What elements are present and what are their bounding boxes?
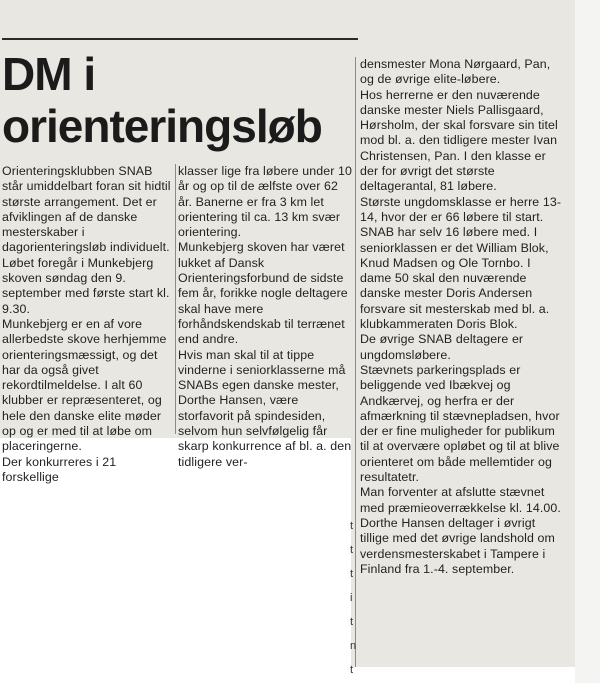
paragraph: De øvrige SNAB deltagere er ungdomsløbere. bbox=[360, 332, 524, 362]
margin-mark: t bbox=[350, 544, 354, 556]
margin-mark: i bbox=[350, 592, 353, 604]
margin-mark: t bbox=[350, 568, 354, 580]
paragraph: Hvis man skal til at tippe vinderne i seniorklasserne må SNABs egen danske mester, Dorthe Hansen, være storfavorit på spindesiden, selvom hun selvfølgelig får skarp konkurrence af bl. a. den tidligere ver- bbox=[178, 347, 352, 469]
paragraph: Største ungdomsklasse er herre 13-14, hvor der er 66 løbere til start. bbox=[360, 194, 562, 224]
paragraph: Orienteringsklubben SNAB står umiddelbart foran sit hidtil største arrangement. Det er afviklingen af de danske mesterskaber i dagorienteringsløb individuelt. bbox=[2, 164, 171, 255]
paragraph: Stævnets parkeringsplads er beliggende ved Ibækvej og Andkærvej, og herfra er der afmærkning til stævnepladsen, hvor der er fine muligheder for publikum til at overvære opløbet og til at blive orienteret om både mellemtider og resultatetr. bbox=[360, 362, 560, 485]
article-title bbox=[2, 48, 356, 152]
article-title-line-2: orienteringsløb bbox=[2, 100, 322, 152]
paragraph: Munkebjerg skoven har været lukket af Dansk Orienteringsforbund de sidste fem år, forikke nogle deltagere skal have mere forhåndskendskab til terrænet end andre. bbox=[178, 240, 348, 347]
column-rule-1 bbox=[175, 164, 176, 434]
paragraph: Man forventer at afslutte stævnet med præmieoverrækkelse kl. 14.00. bbox=[360, 485, 561, 515]
paragraph: Der konkurreres i 21 forskellige bbox=[2, 454, 117, 484]
paragraph: Dorthe Hansen deltager i øvrigt tillige med det øvrige landshold om verdensmesterskabet i Tampere i Finland fra 1.-4. september. bbox=[360, 515, 555, 576]
paragraph: SNAB har selv 16 løbere med. I seniorklassen er det William Blok, Knud Madsen og Ole Tornbo. I dame 50 skal den nuværende danske mester Doris Andersen forsvare sit mesterskab med bl. a. klubkammeraten Doris Blok. bbox=[360, 225, 550, 332]
paragraph: Munkebjerg er en af vore allerbedste skove herhjemme orienteringsmæssigt, og det har da også givet rekordtilmeldelse. I alt 60 klubber er repræsenteret, og hele den danske elite møder op og er med til at løbe om placeringerne. bbox=[2, 316, 167, 454]
margin-mark: t bbox=[350, 664, 354, 676]
column-rule-2 bbox=[355, 57, 356, 667]
article-column-2 bbox=[178, 164, 352, 470]
margin-mark: t bbox=[350, 616, 354, 628]
article-title-line-1: DM i bbox=[2, 48, 96, 100]
paragraph: densmester Mona Nørgaard, Pan, og de øvrige elite-løbere. bbox=[360, 57, 551, 87]
article-column-1 bbox=[2, 164, 172, 485]
margin-mark: n bbox=[350, 640, 357, 652]
paragraph: Hos herrerne er den nuværende danske mester Niels Pallisgaard, Hørsholm, der skal forsvare sin titel mod bl. a. den tidligere mester Ivan Christensen, Pan. I den klasse er der for øvrigt det største deltagerantal, 81 løbere. bbox=[360, 87, 558, 194]
clipping-edge bbox=[575, 0, 600, 683]
article-column-3 bbox=[360, 57, 565, 577]
paragraph: klasser lige fra løbere under 10 år og op til de ælfste over 62 år. Banerne er fra 3 km let orientering til ca. 13 km svær orientering. bbox=[178, 164, 353, 240]
header-rule bbox=[2, 38, 358, 40]
paragraph: Løbet foregår i Munkebjerg skoven søndag den 9. september med første start kl. 9.30. bbox=[2, 255, 170, 316]
margin-mark: t bbox=[350, 520, 354, 532]
